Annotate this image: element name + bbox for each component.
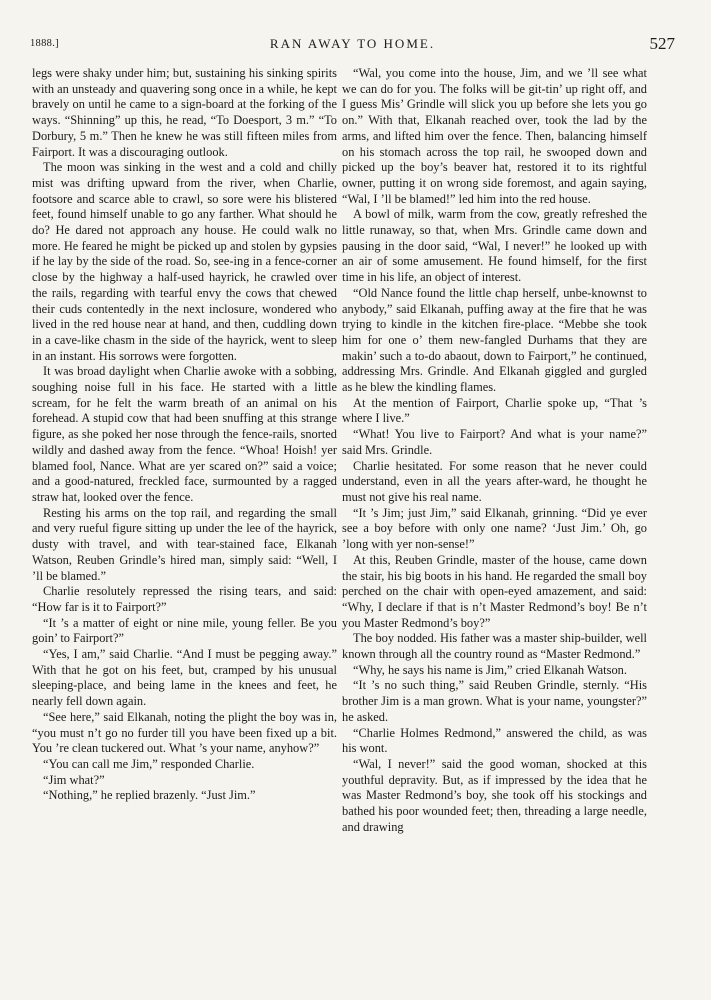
paragraph: “What! You live to Fairport? And what is your name?” said Mrs. Grindle. <box>342 427 647 457</box>
paragraph: Charlie hesitated. For some reason that he never could understand, even in all the years after-ward, he thought he must not give his real name. <box>342 458 647 504</box>
paragraph: The boy nodded. His father was a master ship-builder, well known through all the country round as “Master Redmond.” <box>342 631 647 662</box>
paragraph: “Wal, you come into the house, Jim, and we ’ll see what we can do for you. The folks will be git-tin’ up right off, and I guess Mis’ Grindle will slick you up before she lets you go on.” With that, Elkanah reached over, took the lad by the arms, and lifted him over the fence. Then, balancing himself on his stomach across the top rail, he swooped down and picked up the boy’s beaver hat, restored it to its rightful owner, putting it on wrong side foremost, and again saying, “Wal, I ’ll be blamed!” led him into the red house. <box>342 66 647 206</box>
left-column <box>32 66 337 804</box>
paragraph: A bowl of milk, warm from the cow, greatly refreshed the little runaway, so that, when Mrs. Grindle came down and pausing in the door said, “Wal, I never!” he looked up with an air of some amusement. He found himself, for the first time in his life, an object of interest. <box>342 207 647 285</box>
paragraph: “Why, he says his name is Jim,” cried Elkanah Watson. <box>353 662 627 677</box>
paragraph: “It ’s Jim; just Jim,” said Elkanah, grinning. “Did ye ever see a boy before with only one name? ‘Just Jim.’ Oh, go ’long with yer non-sense!” <box>342 505 647 552</box>
paragraph: The moon was sinking in the west and a cold and chilly mist was drifting upward from the river, when Charlie, footsore and scarce able to crawl, so sore were his blistered feet, found himself unable to go any farther. What should he do? He dared not approach any house. He could walk no more. He feared he might be picked up and stolen by gypsies if he lay by the side of the road. So, see-ing in a fence-corner close by the highway a half-used hayrick, he crawled over the rails, regarding with tearful envy the cows that chewed their cuds contentedly in the next inclosure, wondered who lived in the red house near at hand, and then, cuddling down in a cave-like chasm in the side of the hayrick, went to sleep in an instant. His sorrows were forgotten. <box>32 160 337 363</box>
paragraph: “Nothing,” he replied brazenly. “Just Jim.” <box>43 788 256 803</box>
issue-date: 1888.] <box>30 38 59 49</box>
paragraph: “Old Nance found the little chap herself, unbe-knownst to anybody,” said Elkanah, puffing away at the fire that he was trying to kindle in the kitchen fire-place. “Mebbe she took him for one o’ them new-fangled Durhams that they are makin’ such a to-do abaout, down to Fairport,” he continued, addressing Mrs. Grindle. And Elkanah giggled and gurgled as he blew the kindling flames. <box>342 285 647 395</box>
paragraph: “It ’s no such thing,” said Reuben Grindle, sternly. “His brother Jim is a man grown. What is your name, youngster?” he asked. <box>342 678 647 724</box>
paragraph: At the mention of Fairport, Charlie spoke up, “That ’s where I live.” <box>342 395 647 426</box>
right-column <box>342 66 647 835</box>
paragraph: “Wal, I never!” said the good woman, shocked at this youthful depravity. But, as if impressed by the idea that he was Master Redmond’s boy, she took off his stockings and bathed his poor wounded feet; then, threading a large needle, and drawing <box>342 756 647 834</box>
page-header <box>30 34 675 54</box>
paragraph: “Yes, I am,” said Charlie. “And I must be pegging away.” With that he got on his feet, but, cramped by his unusual sleeping-place, and being lame in the knees and feet, he nearly fell down again. <box>32 647 337 709</box>
paragraph: “Charlie Holmes Redmond,” answered the child, as was his wont. <box>342 725 647 756</box>
paragraph: Charlie resolutely repressed the rising tears, and said: “How far is it to Fairport?” <box>32 584 337 614</box>
paragraph: “You can call me Jim,” responded Charlie. <box>43 756 255 771</box>
page-number: 527 <box>649 34 675 53</box>
running-title: RAN AWAY TO HOME. <box>269 36 436 51</box>
paragraph: legs were shaky under him; but, sustaining his sinking spirits with an unsteady and quavering song once in a while, he kept bravely on until he came to a sign-board at the forking of the ways. “Shinning” up this, he read, “To Doesport, 3 m.” “To Dorbury, 5 m.” Then he knew he was still fifteen miles from Fairport. It was a discouraging outlook. <box>32 66 337 159</box>
paragraph: “See here,” said Elkanah, noting the plight the boy was in, “you must n’t go no furder till you have been fixed up a bit. You ’re clean tuckered out. What ’s your name, anyhow?” <box>32 709 337 756</box>
paragraph: It was broad daylight when Charlie awoke with a sobbing, soughing noise full in his face. He started with a little scream, for he felt the warm breath of an animal on his forehead. A stupid cow that had been snuffing at this strange figure, as she poked her nose through the fence-rails, snorted wildly and dashed away from the fence. “Whoa! Hoish! yer blamed fool, Nance. What are yer scared on?” said a voice; and a good-natured, freckled face, surmounted by a ragged straw hat, looked over the fence. <box>32 364 337 504</box>
paragraph: Resting his arms on the top rail, and regarding the small and very rueful figure sitting up under the lee of the hayrick, dusty with travel, and with tear-stained face, Elkanah Watson, Reuben Grindle’s hired man, simply said: “Well, I ’ll be blamed.” <box>32 505 337 583</box>
paragraph: “Jim what?” <box>43 772 105 787</box>
paragraph: At this, Reuben Grindle, master of the house, came down the stair, his big boots in his hand. He regarded the small boy perched on the chair with open-eyed amazement, and said: “Why, I declare if that is n’t Master Redmond’s boy! Be n’t you Master Redmond’s boy?” <box>342 552 647 630</box>
paragraph: “It ’s a matter of eight or nine mile, young feller. Be you goin’ to Fairport?” <box>32 615 337 646</box>
